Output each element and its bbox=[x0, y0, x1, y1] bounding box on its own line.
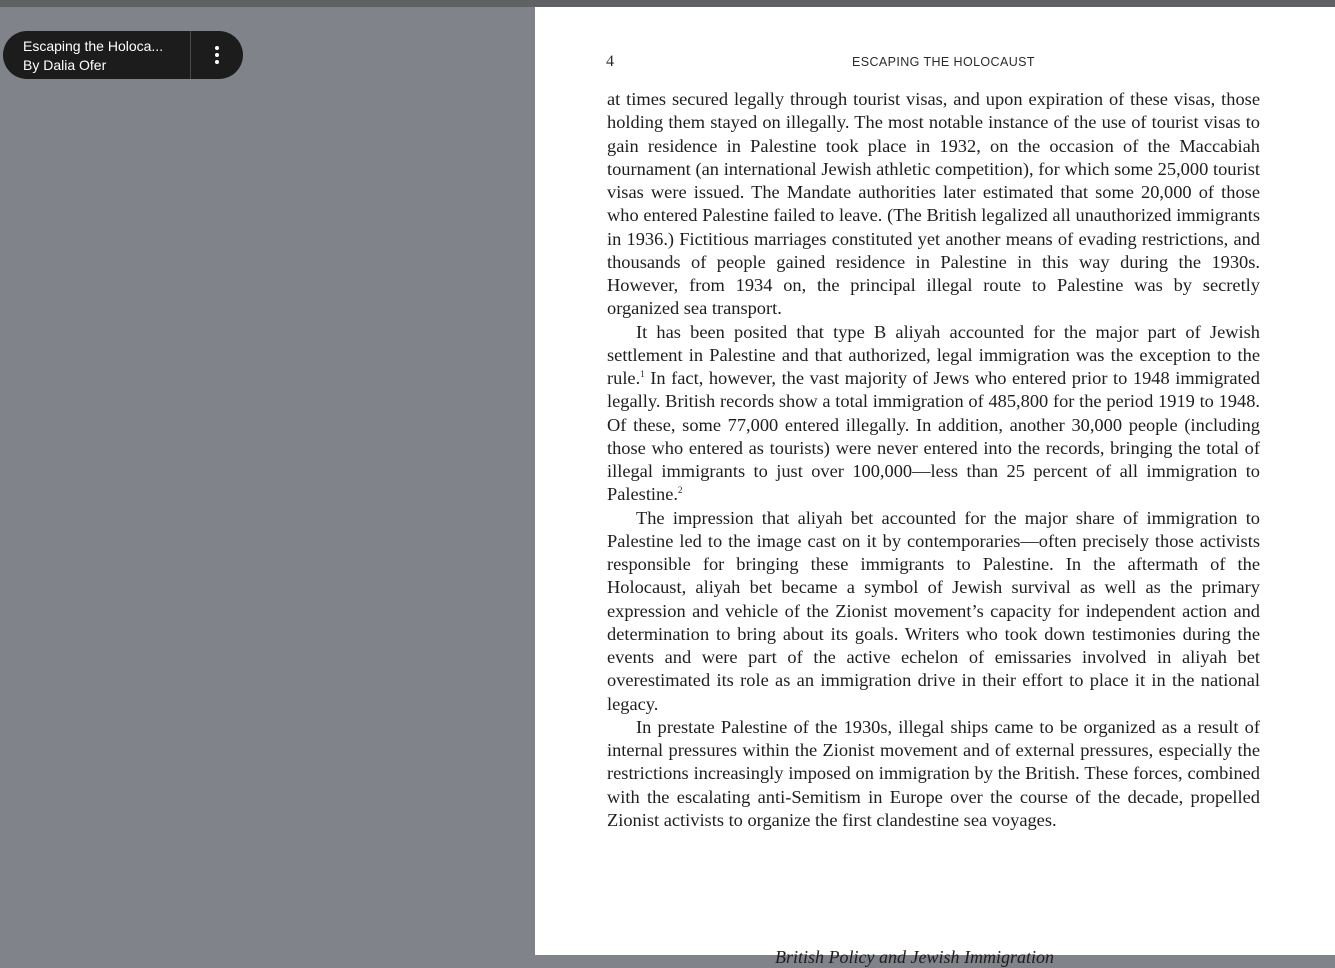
book-info-chip[interactable] bbox=[3, 31, 243, 79]
book-menu-button[interactable] bbox=[191, 31, 243, 79]
book-page bbox=[535, 7, 1335, 967]
kebab-menu-icon bbox=[215, 46, 219, 64]
reader-side-panel bbox=[0, 7, 535, 955]
book-author: By Dalia Ofer bbox=[23, 57, 107, 73]
paragraph-2-part-a: It has been posited that type B aliyah accounted for the major part of Jewish settlement in Palestine and that authorized, legal immigration was the exception to the rule. bbox=[607, 321, 1260, 388]
section-heading: British Policy and Jewish Immigration bbox=[775, 947, 1054, 967]
page-number: 4 bbox=[606, 53, 614, 70]
paragraph-3: The impression that aliyah bet accounted for the major share of immigration to Palestine led to the image cast on it by contemporaries—often precisely those activists responsible for bringing these immigrants to Palestine. In the aftermath of the Holocaust, aliyah bet became a symbol of Jewish survival as well as the primary expression and vehicle of the Zionist movement’s capacity for independent action and determination to bring about its goals. Writers who took down testimonies during the events and were part of the active echelon of emissaries involved in aliyah bet overestimated its role as an immigration drive in their effort to place it in the national legacy. bbox=[607, 507, 1260, 714]
paragraph-2-part-b: In fact, however, the vast majority of Jews who entered prior to 1948 immigrated legally. British records show a total immigration of 485,800 for the period 1919 to 1948. Of these, some 77,000 entered illegally. In addition, another 30,000 people (including those who entered as tourists) were never entered into the records, bringing the total of illegal immigrants to just over 100,000—less than 25 percent of all immigration to Palestine. bbox=[607, 368, 1260, 505]
paragraph-4: In prestate Palestine of the 1930s, illegal ships came to be organized as a result of internal pressures within the Zionist movement and of external pressures, especially the restrictions increasingly imposed on immigration by the British. These forces, combined with the escalating anti-Semitism in Europe over the course of the decade, propelled Zionist activists to organize the first clandestine sea voyages. bbox=[607, 716, 1260, 830]
footnote-ref-2[interactable]: 2 bbox=[678, 485, 683, 496]
paragraph-2 bbox=[607, 321, 1260, 507]
page-header bbox=[535, 53, 1335, 73]
book-title: Escaping the Holoca... bbox=[23, 38, 164, 54]
running-head: ESCAPING THE HOLOCAUST bbox=[852, 55, 1035, 69]
paragraph-1: at times secured legally through tourist visas, and upon expiration of these visas, those holding them stayed on illegally. The most notable instance of the use of tourist visas to gain residence in Palestine took place in 1932, on the occasion of the Maccabiah tournament (an international Jewish athletic competition), for which some 25,000 tourist visas were issued. The Mandate authorities later estimated that some 20,000 of those who entered Palestine failed to leave. (The British legalized all unauthorized immigrants in 1936.) Fictitious marriages constituted yet another means of evading restrictions, and thousands of people gained residence in Palestine in this way during the 1930s. However, from 1934 on, the principal illegal route to Palestine was by secretly organized sea transport. bbox=[607, 89, 1260, 319]
book-info[interactable] bbox=[3, 31, 190, 79]
footnote-ref-1[interactable]: 1 bbox=[640, 369, 645, 379]
page-body-text bbox=[607, 88, 1260, 832]
top-toolbar-strip bbox=[0, 0, 1335, 7]
